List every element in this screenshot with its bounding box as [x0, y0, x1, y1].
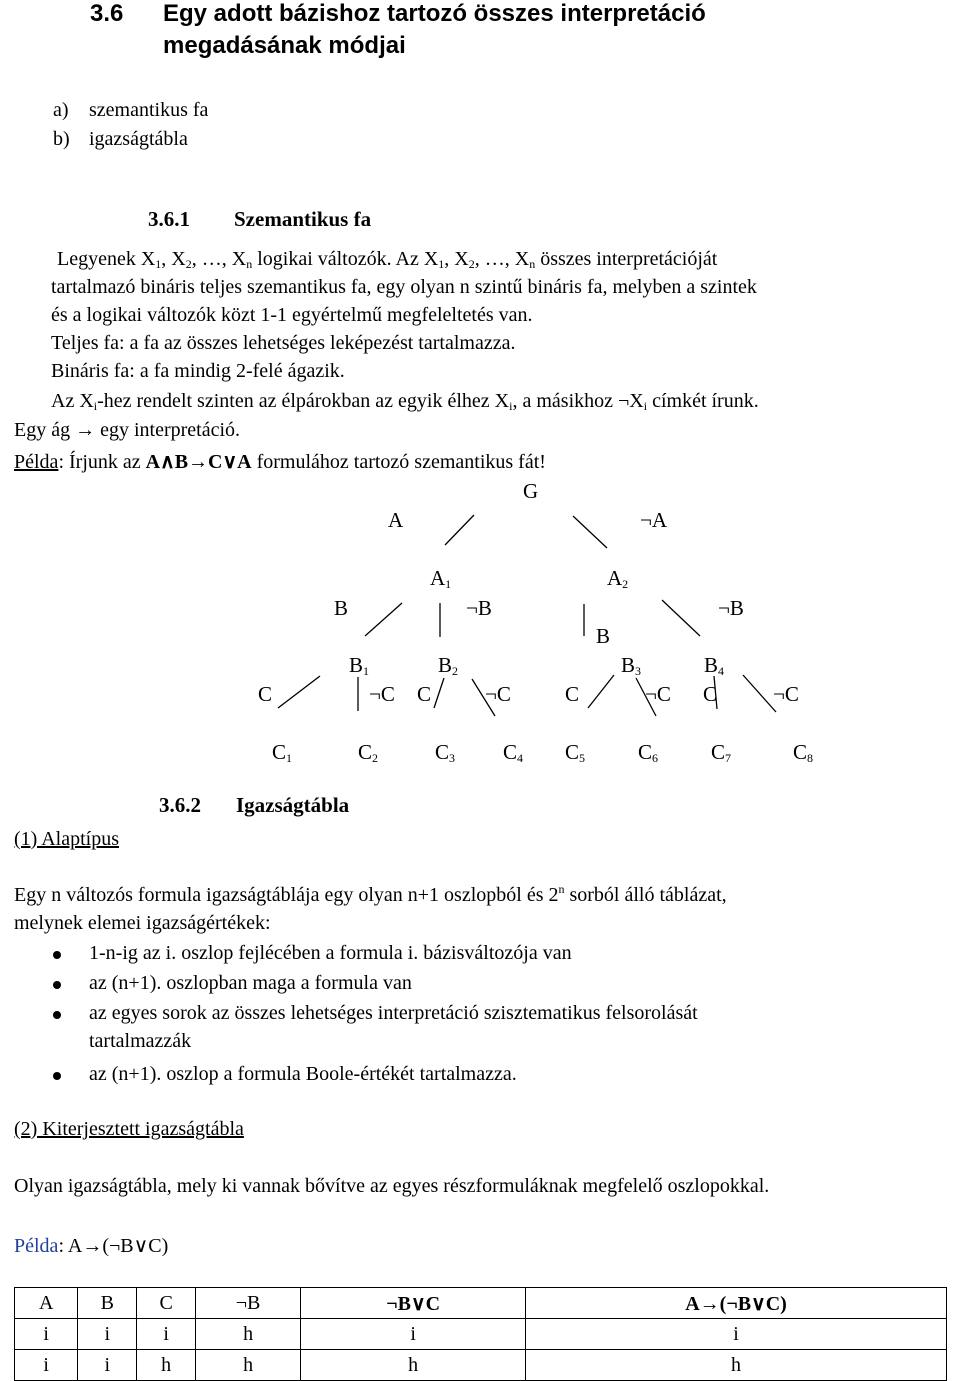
extended-type-heading: (2) Kiterjesztett igazságtábla: [14, 1118, 244, 1140]
tree-root-label: G: [523, 479, 539, 503]
list-item: az (n+1). oszlop a formula Boole-értékét tartalmazza.: [89, 1063, 517, 1085]
bullet-icon: [53, 951, 61, 959]
paragraph-line: Legyenek $X_1$, $X_2$, …, $X_n$ logikai változók. Az $X_1$, $X_2$, …, $X_n$ összes interpretációját: [57, 248, 718, 271]
table-header-cell: A→(¬B∨C): [526, 1288, 947, 1319]
method-marker-b: b): [53, 128, 70, 150]
tree-leaf-label: $C_6$: [638, 740, 659, 765]
tree-edge: [662, 600, 700, 636]
subsection-number: 3.6.1: [148, 207, 190, 231]
table-header-cell: ¬B: [196, 1288, 301, 1319]
table-header-cell: A: [15, 1288, 78, 1319]
table-cell: h: [301, 1350, 526, 1381]
tree-node-label: $B_2$: [438, 653, 459, 678]
truth-table-intro: melynek elemei igazságértékek:: [14, 912, 271, 934]
table-cell: i: [526, 1319, 947, 1350]
bullet-icon: [53, 1011, 61, 1019]
tree-leaf-label: $C_3$: [435, 740, 456, 765]
tree-edge: [278, 676, 320, 708]
tree-edge-label: C: [703, 682, 718, 706]
table-cell: h: [196, 1350, 301, 1381]
tree-node-label: $A_1$: [430, 566, 452, 591]
list-item: az (n+1). oszlopban maga a formula van: [89, 972, 412, 994]
method-text-b: igazságtábla: [89, 128, 188, 150]
table-cell: i: [78, 1350, 137, 1381]
list-item: tartalmazzák: [89, 1030, 192, 1052]
table-header-cell: ¬B∨C: [301, 1288, 526, 1319]
table-cell: i: [137, 1319, 196, 1350]
tree-edge: [365, 603, 402, 636]
method-text-a: szemantikus fa: [89, 99, 209, 121]
table-example: Példa: A→(¬B∨C): [14, 1235, 169, 1257]
section-title-line2: megadásának módjai: [163, 32, 406, 59]
tree-node-label: $B_4$: [704, 653, 725, 678]
tree-edge-label: C: [258, 682, 273, 706]
table-cell: i: [15, 1350, 78, 1381]
tree-node-label: $A_2$: [607, 566, 629, 591]
basic-type-heading: (1) Alaptípus: [14, 828, 119, 850]
tree-edge-label: ¬C: [369, 682, 395, 706]
paragraph-line: tartalmazó bináris teljes szemantikus fa, egy olyan n szintű bináris fa, melyben a szintek: [51, 276, 757, 298]
table-row: [15, 1319, 947, 1350]
list-item: 1-n-ig az i. oszlop fejlécében a formula i. bázisváltozója van: [89, 942, 572, 964]
tree-edge: [434, 678, 444, 708]
tree-edge: [445, 515, 474, 545]
tree-edge-label: ¬B: [718, 596, 744, 620]
tree-leaf-label: $C_5$: [565, 740, 586, 765]
bullet-icon: [53, 1072, 61, 1080]
tree-edge-label: C: [565, 682, 580, 706]
table-cell: h: [137, 1350, 196, 1381]
tree-node-label: $B_1$: [349, 653, 370, 678]
truth-table-intro: Egy n változós formula igazságtáblája egy olyan n+1 oszlopból és 2$^n$ sorból álló táblázat,: [14, 882, 727, 906]
tree-leaf-label: $C_8$: [793, 740, 814, 765]
branch-explanation: Egy ág → egy interpretáció.: [14, 419, 241, 441]
tree-edge-label: B: [596, 624, 611, 648]
subsection-number: 3.6.2: [159, 793, 201, 817]
tree-leaf-label: $C_7$: [711, 740, 732, 765]
table-cell: i: [301, 1319, 526, 1350]
tree-edge: [743, 675, 776, 712]
list-item: az egyes sorok az összes lehetséges interpretáció szisztematikus felsorolását: [89, 1002, 698, 1024]
method-marker-a: a): [53, 99, 69, 121]
tree-edge-label: ¬A: [640, 508, 668, 532]
tree-edge-label: B: [334, 596, 349, 620]
extended-type-text: Olyan igazságtábla, mely ki vannak bővítve az egyes részformuláknak megfelelő oszlopokkal.: [14, 1175, 770, 1197]
section-title-line1: Egy adott bázishoz tartozó összes interpretáció: [163, 0, 706, 27]
tree-edge-label: ¬C: [485, 682, 511, 706]
table-cell: h: [196, 1319, 301, 1350]
tree-leaf-label: $C_2$: [358, 740, 379, 765]
section-number: 3.6: [90, 0, 124, 27]
table-cell: h: [526, 1350, 947, 1381]
full-tree-definition: Teljes fa: a fa az összes lehetséges leképezést tartalmazza.: [51, 332, 516, 354]
table-header-cell: C: [137, 1288, 196, 1319]
truth-table: [14, 1287, 947, 1381]
tree-edge: [588, 675, 614, 708]
table-row: [15, 1350, 947, 1381]
tree-edge-label: ¬B: [466, 596, 492, 620]
subsection-title: Szemantikus fa: [234, 207, 372, 231]
tree-edge-label: A: [388, 508, 404, 532]
table-cell: i: [78, 1319, 137, 1350]
table-header-cell: B: [78, 1288, 137, 1319]
labels-explanation: Az $X_i$-hez rendelt szinten az élpárokban az egyik élhez $X_i$, a másikhoz $\neg X_i$ címkét írunk.: [51, 390, 759, 413]
paragraph-line: és a logikai változók közt 1-1 egyértelmű megfeleltetés van.: [51, 304, 533, 326]
table-cell: i: [15, 1319, 78, 1350]
tree-edge-label: ¬C: [773, 682, 799, 706]
tree-edge-label: ¬C: [645, 682, 671, 706]
tree-leaf-label: $C_4$: [503, 740, 524, 765]
binary-tree-definition: Bináris fa: a fa mindig 2-felé ágazik.: [51, 360, 345, 382]
tree-node-label: $B_3$: [621, 653, 642, 678]
subsection-title: Igazságtábla: [236, 793, 350, 817]
bullet-icon: [53, 981, 61, 989]
tree-edge-label: C: [417, 682, 432, 706]
tree-leaf-label: $C_1$: [272, 740, 293, 765]
tree-example: Példa: Írjunk az A∧B→C∨A formulához tartozó szemantikus fát!: [14, 451, 546, 473]
table-header-row: [15, 1288, 947, 1319]
tree-edge: [573, 516, 607, 548]
